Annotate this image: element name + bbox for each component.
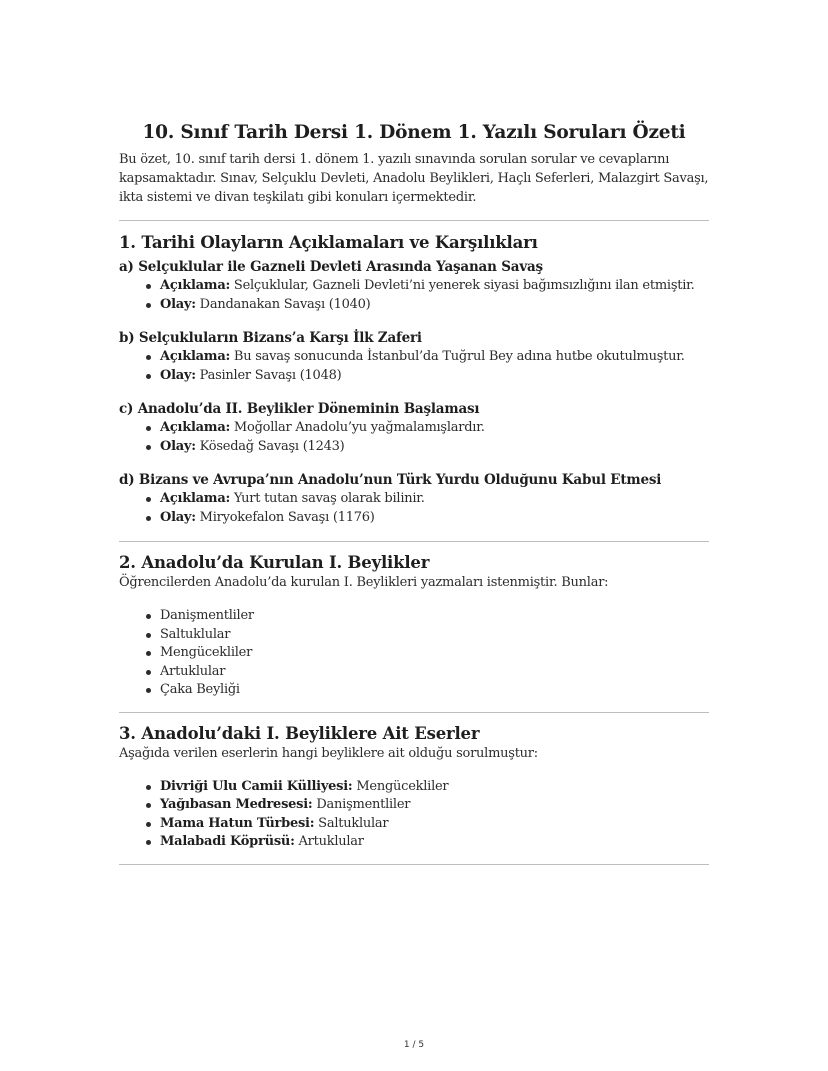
event-title: c) Anadolu’da II. Beylikler Döneminin Başlaması	[119, 401, 480, 417]
section-3-heading: 3. Anadolu’daki I. Beyliklere Ait Eserler	[119, 723, 480, 743]
section-3	[119, 724, 709, 852]
divider	[119, 541, 709, 542]
event-item-b	[119, 328, 709, 385]
work-beylik: Artuklular	[294, 834, 364, 849]
work-name: Mama Hatun Türbesi:	[160, 815, 315, 831]
event-item-c	[119, 399, 709, 456]
event-item-a	[119, 257, 709, 314]
event-name	[160, 509, 709, 528]
beylik-list	[119, 607, 709, 700]
list-item	[160, 815, 709, 834]
section-1-heading: 1. Tarihi Olayların Açıklamaları ve Karşılıkları	[119, 233, 538, 252]
event-description	[160, 490, 709, 509]
work-beylik: Mengücekliler	[352, 778, 449, 794]
document-title: 10. Sınıf Tarih Dersi 1. Dönem 1. Yazılı Soruları Özeti	[142, 122, 686, 143]
list-item: Danişmentliler	[160, 607, 709, 626]
event-label: Olay:	[160, 509, 196, 525]
work-name: Yağıbasan Medresesi:	[160, 797, 313, 812]
divider	[119, 220, 709, 221]
event-details	[119, 277, 709, 314]
description-label: Açıklama:	[160, 420, 231, 435]
description-text: Bu savaş sonucunda İstanbul’da Tuğrul Bey adına hutbe okutulmuştur.	[230, 349, 685, 364]
section-1	[119, 233, 709, 527]
event-description	[160, 348, 709, 367]
event-title: d) Bizans ve Avrupa’nın Anadolu’nun Türk Yurdu Olduğunu Kabul Etmesi	[119, 472, 662, 488]
event-text: Dandanakan Savaşı (1040)	[195, 296, 371, 312]
description-label: Açıklama:	[160, 491, 231, 506]
list-item	[160, 796, 709, 815]
section-2-heading: 2. Anadolu’da Kurulan I. Beylikler	[119, 553, 430, 572]
event-name	[160, 438, 709, 457]
work-beylik: Saltuklular	[314, 815, 389, 831]
works-list	[119, 778, 709, 852]
page-number: 1 / 5	[403, 1040, 425, 1050]
event-description	[160, 419, 709, 438]
event-text: Miryokefalon Savaşı (1176)	[195, 509, 375, 525]
event-details	[119, 348, 709, 385]
description-text: Selçuklular, Gazneli Devleti’ni yenerek siyasi bağımsızlığını ilan etmiştir.	[230, 278, 695, 293]
document-page	[119, 122, 709, 865]
event-label: Olay:	[160, 367, 196, 383]
event-item-d	[119, 470, 709, 527]
description-label: Açıklama:	[160, 349, 231, 364]
description-text: Moğollar Anadolu’yu yağmalamışlardır.	[230, 420, 485, 435]
event-name	[160, 367, 709, 386]
section-3-text: Aşağıda verilen eserlerin hangi beyliklere ait olduğu sorulmuştur:	[119, 745, 538, 761]
description-text: Yurt tutan savaş olarak bilinir.	[230, 491, 425, 506]
list-item: Saltuklular	[160, 626, 709, 645]
event-text: Kösedağ Savaşı (1243)	[195, 438, 345, 454]
list-item: Çaka Beyliği	[160, 681, 709, 700]
event-label: Olay:	[160, 296, 196, 312]
divider	[119, 712, 709, 713]
list-item	[160, 778, 709, 797]
event-description	[160, 277, 709, 296]
work-name: Malabadi Köprüsü:	[160, 834, 295, 849]
work-name: Divriği Ulu Camii Külliyesi:	[160, 778, 353, 794]
event-details	[119, 419, 709, 456]
list-item: Artuklular	[160, 663, 709, 682]
work-beylik: Danişmentliler	[312, 797, 411, 812]
description-label: Açıklama:	[160, 278, 231, 293]
section-2	[119, 553, 709, 700]
intro-paragraph: Bu özet, 10. sınıf tarih dersi 1. dönem 1. yazılı sınavında sorulan sorular ve cevaplarını kapsamaktadır. Sınav, Selçuklu Devleti, Anadolu Beylikleri, Haçlı Seferleri, Malazgirt Savaşı, ikta sistemi ve divan teşkilatı gibi konuları içermektedir.	[119, 152, 709, 205]
event-text: Pasinler Savaşı (1048)	[195, 367, 342, 383]
list-item	[160, 833, 709, 852]
event-title: a) Selçuklular ile Gazneli Devleti Arasında Yaşanan Savaş	[119, 259, 543, 275]
list-item: Mengücekliler	[160, 644, 709, 663]
event-name	[160, 296, 709, 315]
event-details	[119, 490, 709, 527]
event-title: b) Selçukluların Bizans’a Karşı İlk Zaferi	[119, 330, 422, 346]
event-label: Olay:	[160, 438, 196, 454]
divider	[119, 864, 709, 865]
section-2-text: Öğrencilerden Anadolu’da kurulan I. Beylikleri yazmaları istenmiştir. Bunlar:	[119, 575, 609, 590]
